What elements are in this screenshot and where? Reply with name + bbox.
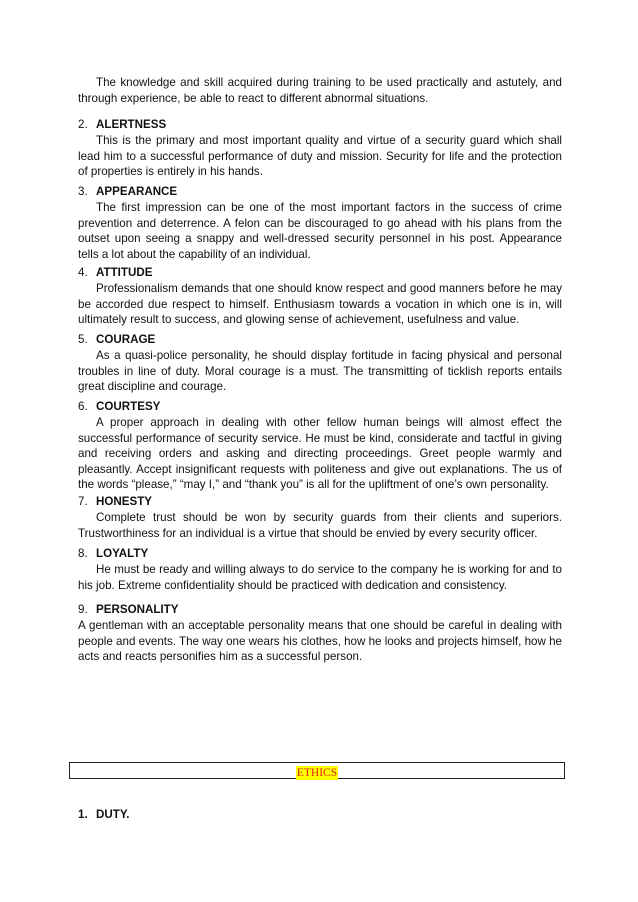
section-title: ATTITUDE [96, 266, 153, 279]
section-number: 8. [78, 547, 88, 560]
section-heading [78, 184, 562, 199]
section-text: Complete trust should be won by security guards from their clients and superiors. Trustworthiness for an individual is a virtue that should be envied by every security officer. [78, 511, 562, 540]
section-heading [78, 265, 562, 280]
ethics-header-box [69, 762, 565, 779]
section-title: LOYALTY [96, 547, 149, 560]
duty-heading [78, 808, 130, 821]
section-text: A gentleman with an acceptable personality means that one should be careful in dealing with people and events. The way one wears his clothes, how he looks and projects himself, how he acts and reacts personifies him as a successful person. [78, 619, 562, 663]
section-attitude [78, 265, 562, 328]
section-title: HONESTY [96, 495, 153, 508]
section-text: This is the primary and most important quality and virtue of a security guard which shall lead him to a successful performance of duty and mission. Security for life and the protection of properties is entirely in his hands. [78, 134, 562, 178]
section-heading [78, 546, 562, 561]
section-text: As a quasi-police personality, he should display fortitude in facing physical and personal troubles in line of duty. Moral courage is a must. The transmitting of ticklish reports entails great discipline and courage. [78, 349, 562, 393]
duty-number: 1. [78, 808, 88, 821]
section-heading [78, 399, 562, 414]
section-title: PERSONALITY [96, 603, 179, 616]
section-courage [78, 332, 562, 395]
section-courtesy [78, 399, 562, 493]
section-personality [78, 602, 562, 665]
section-heading [78, 602, 562, 617]
ethics-label: ETHICS [296, 767, 338, 779]
section-number: 2. [78, 118, 88, 131]
section-text: The first impression can be one of the most important factors in the success of crime prevention and deterrence. A felon can be discouraged to go ahead with his plans from the outset upon seeing a snappy and well-dressed security personnel in his post. Appearance tells a lot about the capability of an individual. [78, 201, 562, 261]
section-title: APPEARANCE [96, 185, 178, 198]
section-title: COURAGE [96, 333, 156, 346]
section-heading [78, 494, 562, 509]
section-heading [78, 332, 562, 347]
section-heading [78, 117, 562, 132]
section-number: 5. [78, 333, 88, 346]
section-number: 7. [78, 495, 88, 508]
section-number: 6. [78, 400, 88, 413]
section-text: Professionalism demands that one should know respect and good manners before he may be accorded due respect to himself. Enthusiasm towards a vocation in which one is in, will ultimately result to success, and glowing sense of achievement, usefulness and value. [78, 282, 562, 326]
section-honesty [78, 494, 562, 541]
intro-paragraph: The knowledge and skill acquired during training to be used practically and astutely, and through experience, be able to react to different abnormal situations. [78, 76, 562, 105]
section-title: ALERTNESS [96, 118, 167, 131]
section-number: 3. [78, 185, 88, 198]
section-alertness [78, 117, 562, 180]
section-text: A proper approach in dealing with other fellow human beings will almost effect the successful performance of security service. He must be kind, considerate and tactful in giving and receiving orders and asking and directing proceedings. Greet people warmly and pleasantly. Accept insignificant requests with politeness and give out explanations. The us of the words “please,” “may I,” and “thank you” is all for the upliftment of one’s own personality. [78, 416, 562, 491]
section-loyalty [78, 546, 562, 593]
section-title: COURTESY [96, 400, 161, 413]
section-appearance [78, 184, 562, 262]
section-number: 9. [78, 603, 88, 616]
section-text: He must be ready and willing always to do service to the company he is working for and to his job. Extreme confidentiality should be practiced with dedication and consistency. [78, 563, 562, 592]
duty-title: DUTY. [96, 808, 130, 821]
section-number: 4. [78, 266, 88, 279]
